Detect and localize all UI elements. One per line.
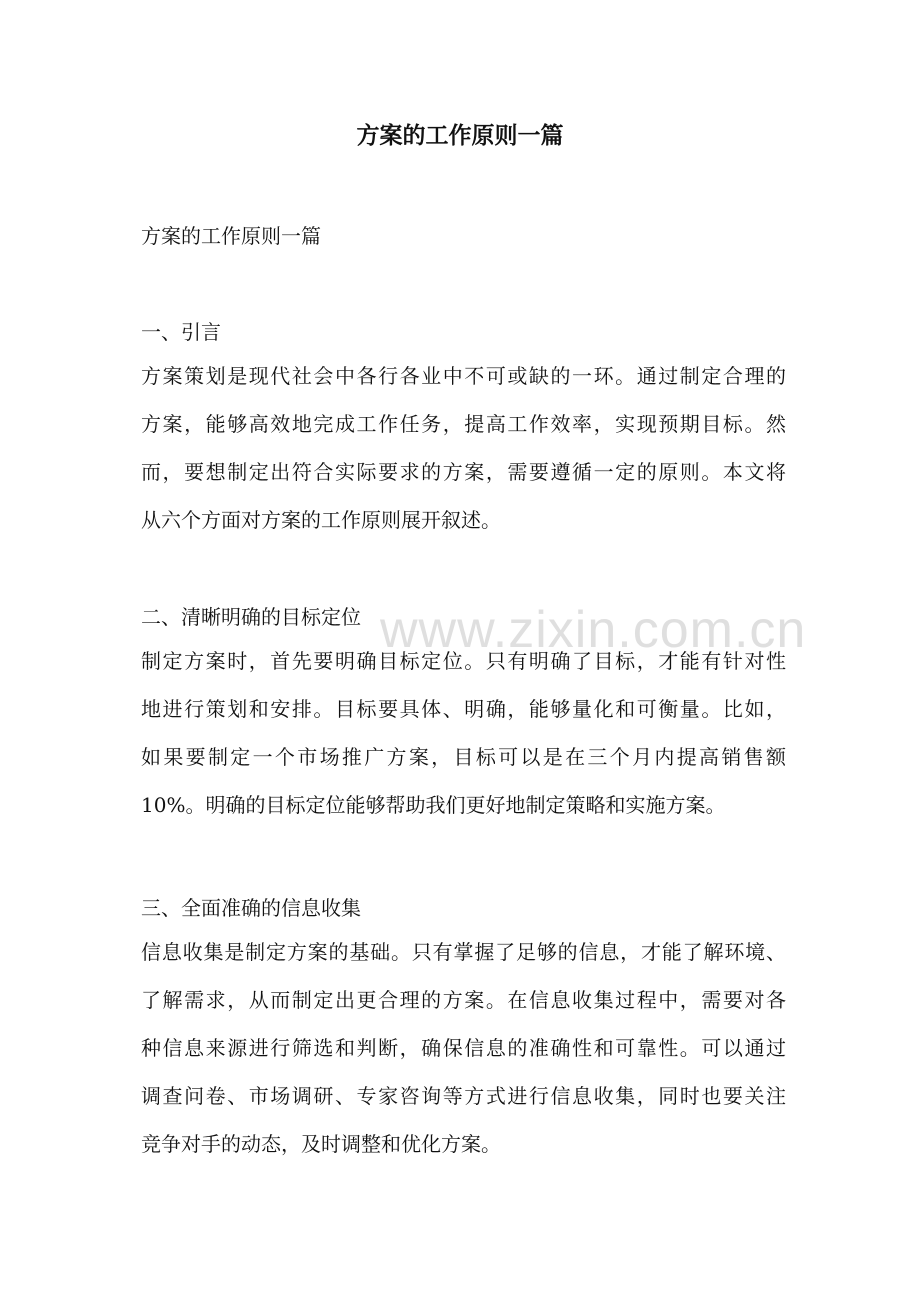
section-heading-info: 三、全面准确的信息收集 bbox=[141, 896, 361, 920]
section-paragraph-info bbox=[141, 928, 786, 1168]
section-heading-intro: 一、引言 bbox=[141, 320, 221, 344]
paragraph-line: 而，要想制定出符合实际要求的方案，需要遵循一定的原则。本文将 bbox=[141, 460, 786, 484]
paragraph-line: 种信息来源进行筛选和判断，确保信息的准确性和可靠性。可以通过 bbox=[141, 1036, 786, 1060]
paragraph-line: 如果要制定一个市场推广方案，目标可以是在三个月内提高销售额 bbox=[141, 745, 786, 769]
paragraph-line: 地进行策划和安排。目标要具体、明确，能够量化和可衡量。比如， bbox=[141, 697, 786, 721]
paragraph-line: 了解需求，从而制定出更合理的方案。在信息收集过程中，需要对各 bbox=[141, 988, 786, 1012]
paragraph-line: 从六个方面对方案的工作原则展开叙述。 bbox=[141, 508, 501, 532]
paragraph-line: 方案，能够高效地完成工作任务，提高工作效率，实现预期目标。然 bbox=[141, 412, 786, 436]
paragraph-line: 调查问卷、市场调研、专家咨询等方式进行信息收集，同时也要关注 bbox=[141, 1084, 786, 1108]
section-heading-goal: 二、清晰明确的目标定位 bbox=[141, 605, 361, 629]
paragraph-line: 制定方案时，首先要明确目标定位。只有明确了目标，才能有针对性 bbox=[141, 649, 786, 673]
watermark: www.zixin.com.cn bbox=[380, 601, 807, 659]
paragraph-line: 方案策划是现代社会中各行各业中不可或缺的一环。通过制定合理的 bbox=[141, 364, 786, 388]
paragraph-line: 竞争对手的动态，及时调整和优化方案。 bbox=[141, 1132, 501, 1156]
paragraph-line: 10%。明确的目标定位能够帮助我们更好地制定策略和实施方案。 bbox=[141, 793, 726, 817]
document-title: 方案的工作原则一篇 bbox=[356, 122, 564, 149]
document-subtitle: 方案的工作原则一篇 bbox=[141, 224, 321, 248]
section-paragraph-intro bbox=[141, 352, 786, 544]
section-paragraph-goal bbox=[141, 637, 786, 829]
paragraph-line: 信息收集是制定方案的基础。只有掌握了足够的信息，才能了解环境、 bbox=[141, 940, 786, 964]
